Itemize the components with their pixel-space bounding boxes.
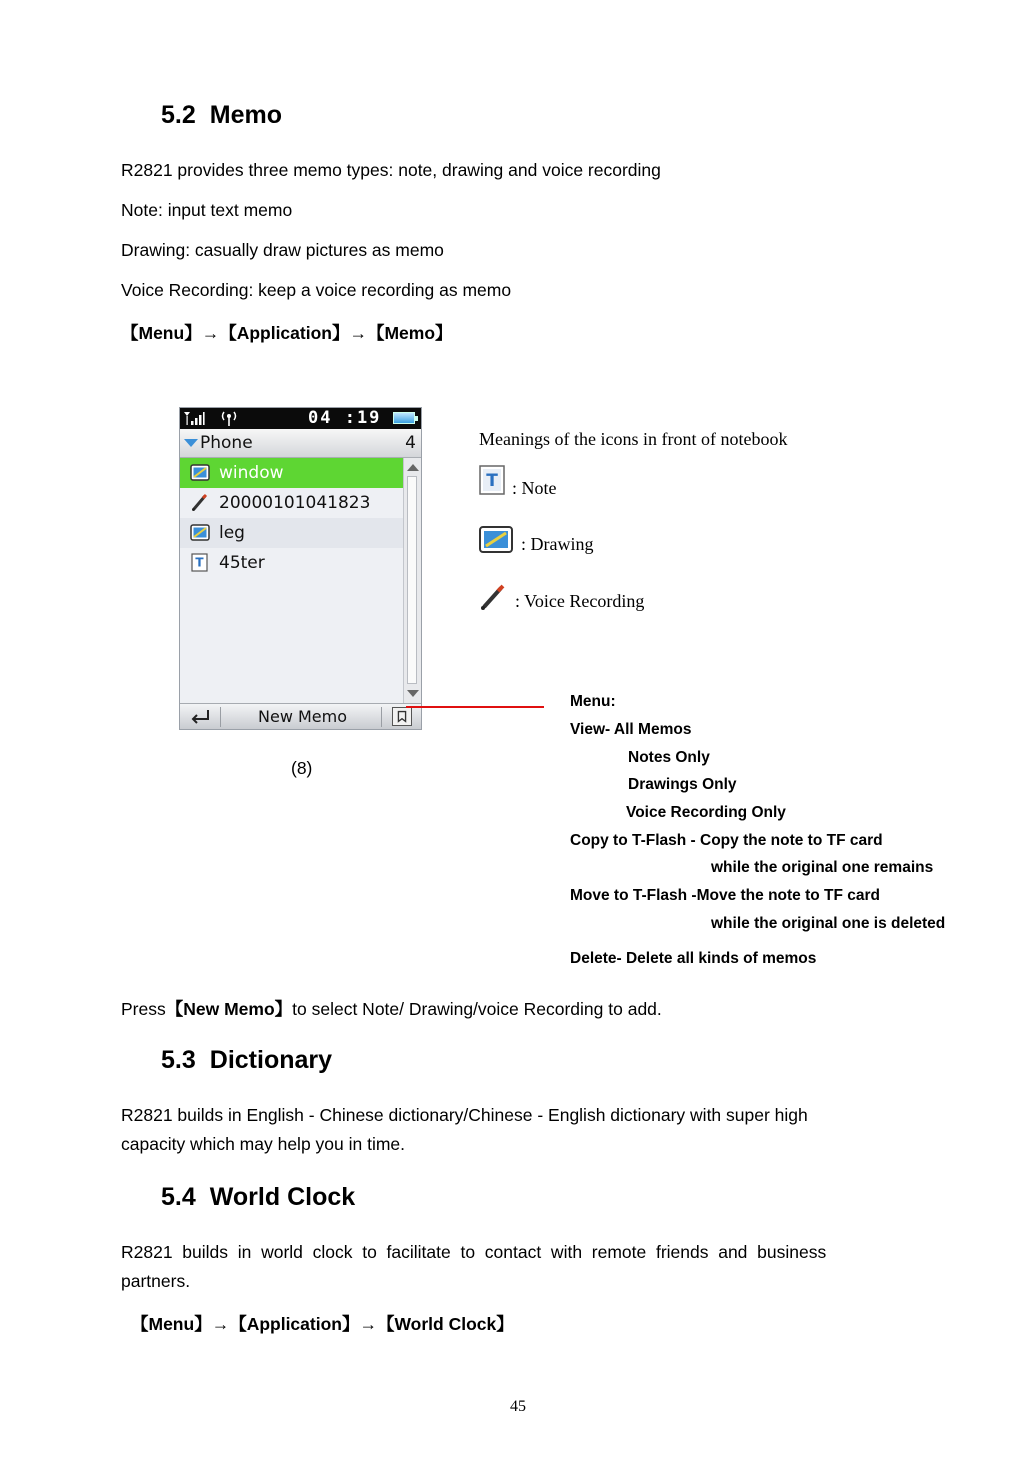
press-pre: Press (121, 999, 166, 1019)
memo-note-line: Note: input text memo (121, 200, 293, 220)
scroll-down-icon[interactable] (407, 690, 419, 697)
menu-copy-line2: while the original one remains (711, 859, 934, 876)
scroll-up-icon[interactable] (407, 464, 419, 471)
softkey-divider (220, 707, 221, 727)
heading-dictionary-title: Dictionary (209, 1046, 333, 1074)
menu-notes-heading: Menu: (570, 693, 616, 710)
list-item-label: leg (219, 523, 245, 543)
clock-time: 04 :19 (308, 408, 382, 428)
page-number: 45 (510, 1398, 526, 1415)
menu-delete: Delete- Delete all kinds of memos (570, 950, 817, 967)
dictionary-line2: capacity which may help you in time. (121, 1134, 406, 1154)
softkey-divider (381, 707, 382, 727)
phone-screenshot (179, 407, 422, 730)
dropdown-arrow-icon (184, 439, 198, 447)
press-new-memo-line (121, 996, 662, 1021)
voice-recording-icon (479, 583, 507, 611)
scrollbar[interactable] (403, 458, 421, 703)
heading-memo (161, 101, 282, 130)
svg-text:T: T (486, 471, 498, 491)
folder-header[interactable] (180, 429, 421, 458)
new-memo-softkey[interactable]: New Memo (258, 707, 348, 726)
press-key: 【New Memo】 (165, 999, 293, 1019)
heading-memo-number: 5.2 (161, 101, 196, 129)
legend-note-label: : Note (512, 478, 557, 498)
world-clock-menu-path: 【Menu】→【Application】→【World Clock】 (131, 1314, 514, 1334)
icon-legend-title: Meanings of the icons in front of notebook (479, 429, 788, 449)
svg-text:T: T (195, 555, 204, 570)
callout-line (406, 706, 544, 708)
folder-count: 4 (405, 433, 416, 453)
folder-title: Phone (200, 433, 253, 453)
drawing-icon (479, 526, 513, 553)
heading-world-clock (161, 1183, 355, 1212)
legend-drawing-label: : Drawing (521, 534, 594, 554)
list-item[interactable] (180, 458, 403, 488)
heading-world-clock-number: 5.4 (161, 1183, 196, 1211)
list-item-label: 45ter (219, 553, 265, 573)
legend-voice-label: : Voice Recording (515, 591, 645, 611)
world-clock-line2: partners. (121, 1271, 191, 1291)
heading-world-clock-title: World Clock (209, 1183, 356, 1211)
memo-intro-line: R2821 provides three memo types: note, drawing and voice recording (121, 160, 661, 180)
memo-menu-path: 【Menu】→【Application】→【Memo】 (121, 323, 453, 343)
drawing-icon (190, 463, 210, 482)
heading-dictionary-number: 5.3 (161, 1046, 196, 1074)
drawing-icon (190, 523, 210, 542)
list-item-label: window (219, 463, 284, 483)
menu-notes-only: Notes Only (628, 749, 710, 766)
heading-dictionary (161, 1046, 332, 1075)
memo-voice-line: Voice Recording: keep a voice recording as memo (121, 280, 512, 300)
figure-caption: (8) (291, 758, 313, 778)
memo-drawing-line: Drawing: casually draw pictures as memo (121, 240, 444, 260)
dictionary-line1: R2821 builds in English - Chinese dictionary/Chinese - English dictionary with super high (121, 1105, 808, 1125)
menu-voice-only: Voice Recording Only (626, 804, 786, 821)
menu-move-line2: while the original one is deleted (711, 915, 946, 932)
memo-list (180, 458, 403, 703)
world-clock-line1: R2821 builds in world clock to facilitate to contact with remote friends and business (121, 1242, 827, 1262)
heading-memo-title: Memo (209, 101, 282, 129)
softkey-bar (180, 703, 421, 730)
menu-icon[interactable] (392, 707, 412, 726)
note-icon (190, 553, 210, 572)
list-item[interactable] (180, 518, 403, 548)
signal-icon (183, 411, 205, 426)
list-item-label: 20000101041823 (219, 493, 371, 513)
menu-move-line1: Move to T-Flash -Move the note to TF card (570, 887, 881, 904)
menu-view-all: View- All Memos (570, 721, 692, 738)
list-item[interactable] (180, 488, 403, 518)
antenna-icon (220, 410, 238, 427)
back-icon[interactable] (189, 708, 211, 725)
note-icon (479, 465, 505, 495)
scroll-thumb[interactable] (407, 476, 417, 684)
voice-recording-icon (190, 493, 210, 512)
list-item[interactable] (180, 548, 403, 578)
menu-drawings-only: Drawings Only (628, 776, 737, 793)
menu-copy-line1: Copy to T-Flash - Copy the note to TF card (570, 832, 883, 849)
battery-icon (393, 412, 415, 424)
press-post: to select Note/ Drawing/voice Recording to add. (292, 999, 662, 1019)
status-bar (180, 408, 421, 429)
